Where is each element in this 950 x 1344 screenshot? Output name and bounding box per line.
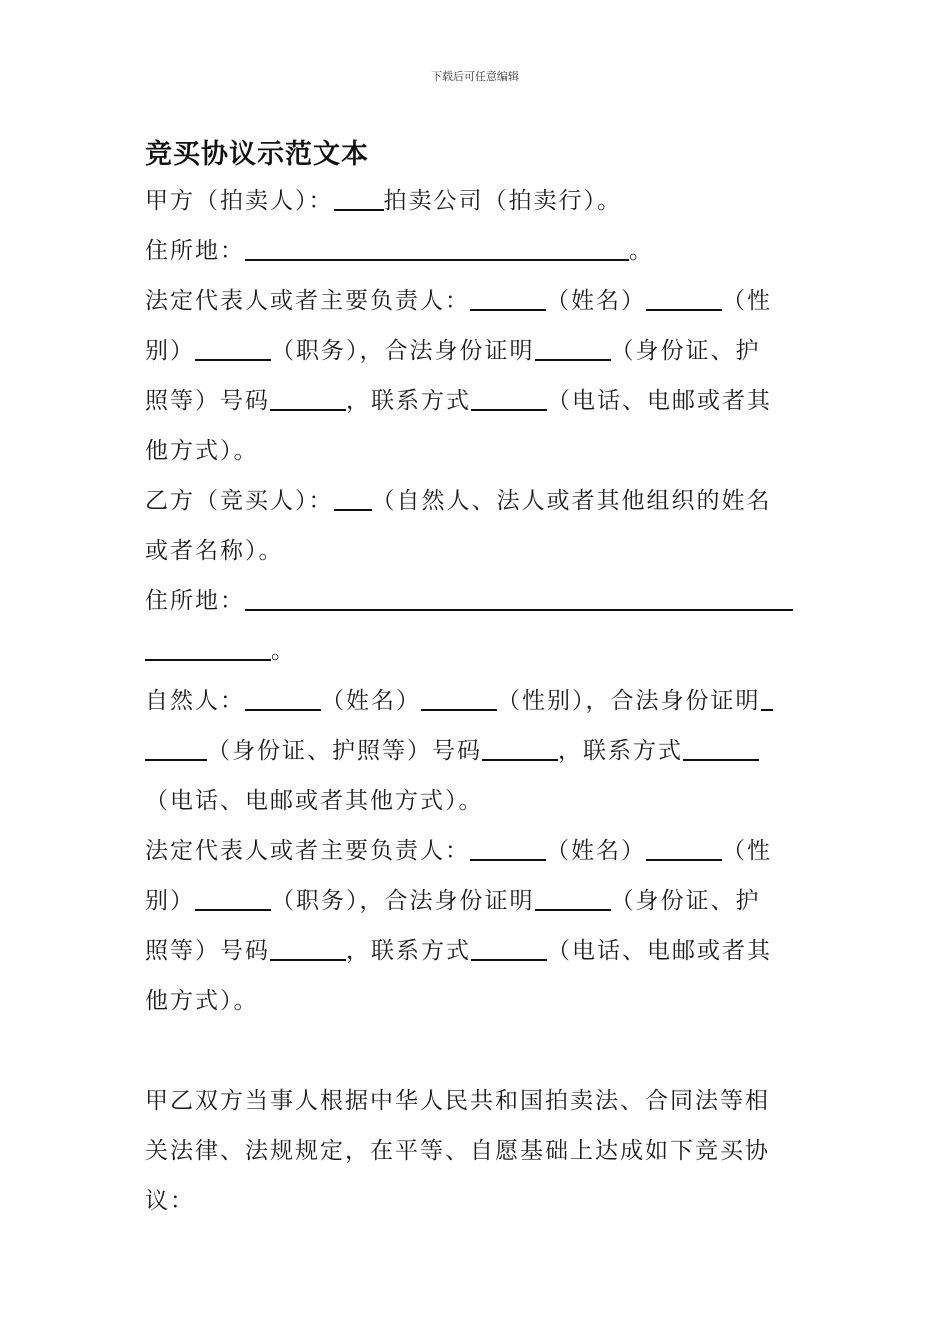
b-gender-label-end: 别） [145,888,195,914]
b-gender-label-start: （性 [722,838,772,864]
natural-person-label: 自然人： [145,688,245,714]
b-gender-blank[interactable] [646,833,722,861]
legal-rep-line-1 [145,276,797,326]
party-b-address-blank[interactable] [245,583,793,611]
b-contact-label: ，联系方式 [346,938,471,964]
np-id-number-label: （身份证、护照等）号码 [207,738,482,764]
id-number-label: 照等）号码 [145,388,270,414]
contact-type-end: 他方式）。 [145,438,259,464]
np-id-label: （性别），合法身份证明 [497,688,761,714]
name-blank[interactable] [470,283,546,311]
party-b-address-line-2 [145,626,797,676]
legal-rep-line-2 [145,326,797,376]
name-label: （姓名） [546,288,646,314]
np-gender-blank[interactable] [421,683,497,711]
id-type-label-start: （身份证、护 [610,338,761,364]
agreement-intro-text-3: 议： [145,1188,195,1214]
address-blank[interactable] [245,233,629,261]
agreement-intro-line-2 [145,1126,797,1176]
contact-type-label: （电话、电邮或者其 [547,388,772,414]
paragraph-spacer [145,1026,797,1076]
b-legal-rep-line-1 [145,826,797,876]
b-contact-type-end: 他方式）。 [145,988,259,1014]
party-a-suffix: 拍卖公司（拍卖行）。 [383,188,622,214]
b-legal-rep-line-3 [145,926,797,976]
party-b-address-blank-2[interactable] [145,633,271,661]
legal-rep-line-3 [145,376,797,426]
gender-label-end: 别） [145,338,195,364]
natural-person-line-1 [145,676,797,726]
b-id-type-blank[interactable] [535,883,611,911]
party-b-address-suffix: 。 [271,638,296,664]
party-a-blank[interactable] [334,183,384,211]
gender-label-start: （性 [722,288,772,314]
header-note: 下载后可任意编辑 [431,70,519,83]
id-type-blank[interactable] [535,333,611,361]
party-b-line [145,476,797,526]
address-label: 住所地： [145,238,245,264]
position-label: （职务），合法身份证明 [271,338,535,364]
party-b-address-line [145,576,797,626]
np-id-blank-start[interactable] [761,683,773,711]
party-b-label: 乙方（竞买人）： [145,488,334,514]
b-id-type-label-start: （身份证、护 [610,888,761,914]
np-id-blank-end[interactable] [145,733,207,761]
contact-blank[interactable] [471,383,547,411]
document-title: 竞买协议示范文本 [145,139,369,170]
legal-rep-line-4 [145,426,797,476]
id-number-blank[interactable] [270,383,346,411]
natural-person-line-2 [145,726,797,776]
party-a-label: 甲方（拍卖人）： [145,188,334,214]
b-id-number-blank[interactable] [270,933,346,961]
b-position-label: （职务），合法身份证明 [271,888,535,914]
b-name-label: （姓名） [546,838,646,864]
party-b-line-2 [145,526,797,576]
document-body [145,176,797,1226]
np-name-blank[interactable] [245,683,321,711]
np-name-label: （姓名） [321,688,421,714]
b-position-blank[interactable] [195,883,271,911]
np-contact-label: ，联系方式 [558,738,683,764]
b-id-number-label: 照等）号码 [145,938,270,964]
party-b-suffix-end: 或者名称）。 [145,538,284,564]
b-legal-rep-line-2 [145,876,797,926]
party-a-line [145,176,797,226]
party-b-suffix: （自然人、法人或者其他组织的姓名 [371,488,772,514]
contact-label: ，联系方式 [346,388,471,414]
agreement-intro-line-3 [145,1176,797,1226]
b-legal-rep-label: 法定代表人或者主要负责人： [145,838,470,864]
agreement-intro-text-1: 甲乙双方当事人根据中华人民共和国拍卖法、合同法等相 [145,1088,770,1114]
natural-person-line-3 [145,776,797,826]
gender-blank[interactable] [646,283,722,311]
agreement-intro-text-2: 关法律、法规规定，在平等、自愿基础上达成如下竞买协 [145,1138,770,1164]
b-contact-type-label: （电话、电邮或者其 [547,938,772,964]
np-contact-type: （电话、电邮或者其他方式）。 [145,788,484,814]
party-b-address-label: 住所地： [145,588,245,614]
b-legal-rep-line-4 [145,976,797,1026]
np-contact-blank[interactable] [683,733,759,761]
party-a-address-line [145,226,797,276]
agreement-intro-line-1 [145,1076,797,1126]
legal-rep-label: 法定代表人或者主要负责人： [145,288,470,314]
party-b-blank[interactable] [334,483,372,511]
address-suffix: 。 [629,238,654,264]
b-name-blank[interactable] [470,833,546,861]
position-blank[interactable] [195,333,271,361]
np-id-number-blank[interactable] [482,733,558,761]
b-contact-blank[interactable] [471,933,547,961]
